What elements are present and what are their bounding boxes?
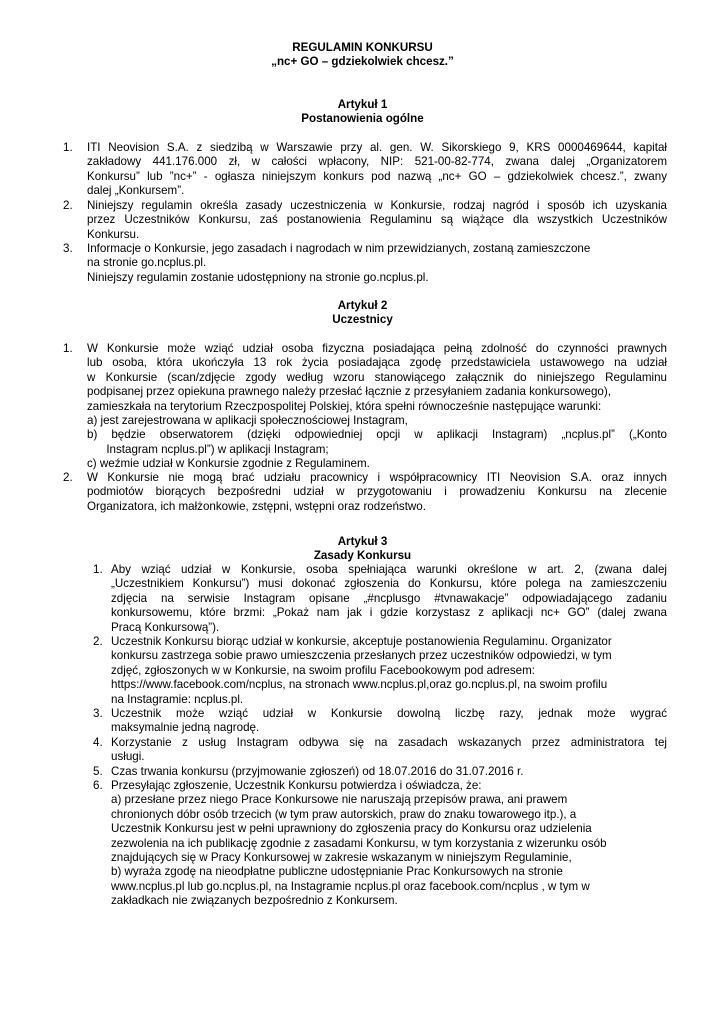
article-1-subheading: Postanowienia ogólne: [301, 112, 424, 125]
document-subtitle: „nc+ GO – gdziekolwiek chcesz.”: [271, 55, 454, 68]
article-3-heading: Artykuł 3: [337, 535, 388, 548]
document-title: REGULAMIN KONKURSU: [292, 41, 433, 54]
list-item: Czas trwania konkursu (przyjmowanie zgłoszeń) od 18.07.2016 do 31.07.2016 r.: [111, 765, 524, 778]
list-item-number: 2.: [63, 199, 73, 212]
list-item-number: 3.: [63, 242, 73, 255]
list-item-number: 1.: [93, 563, 103, 576]
list-item-number: 2.: [93, 635, 103, 648]
list-item: Korzystanie z usług Instagram odbywa się na zasadach wskazanych przez administratora tej usługi.: [111, 736, 667, 764]
list-item: Przesyłając zgłoszenie, Uczestnik Konkursu potwierdza i oświadcza, że: a) przesłane przez niego Prace Konkursowe nie naruszają przepisów prawa, ani prawem chronionych dóbr osób trzecich (w tym praw autorskich, praw do znaku towarowego itp.), a Uczestnik Konkursu jest w pełni uprawniony do zgłoszenia pracy do Konkursu oraz udzielenia zezwolenia na ich publikację zgodnie z zasadami Konkursu, w tym korzystania z wizerunku osób znajdujących się w Pracy Konkursowej w zakresie wskazanym w niniejszym Regulaminie, b) wyraża zgodę na nieodpłatne publiczne udostępnianie Prac Konkursowych na stronie www.ncplus.pl lub go.ncplus.pl, na Instagramie ncplus.pl oraz facebook.com/ncplus , w tym w zakładkach nie związanych bezpośrednio z Konkursem.: [111, 779, 607, 908]
article-3-subheading: Zasady Konkursu: [313, 549, 412, 562]
list-item-number: 1.: [63, 141, 73, 154]
list-item-number: 1.: [63, 342, 73, 355]
list-item-number: 4.: [93, 736, 103, 749]
article-1-heading: Artykuł 1: [337, 98, 388, 111]
list-item-number: 5.: [93, 765, 103, 778]
list-item-number: 3.: [93, 707, 103, 720]
article-2-heading: Artykuł 2: [337, 299, 388, 312]
list-item: Uczestnik może wziąć udział w Konkursie dowolną liczbę razy, jednak może wygrać maksymalnie jedną nagrodę.: [111, 707, 667, 735]
list-item: Niniejszy regulamin określa zasady uczestniczenia w Konkursie, rodzaj nagród i sposób ich uzyskania przez Uczestników Konkursu, zaś postanowienia Regulaminu są wiążące dla wszystkich Uczestników Konkursu.: [87, 199, 667, 241]
list-item: Aby wziąć udział w Konkursie, osoba spełniająca warunki określone w art. 2, (zwana dalej „Uczestnikiem Konkursu”) musi dokonać zgłoszenia do Konkursu, które polega na zamieszczeniu zdjęcia na serwisie Instagram opisane „#ncplusgo #tvnawakacje” odpowiadającego zadaniu konkursowemu, które brzmi: „Pokaż nam jak i gdzie korzystasz z aplikacji nc+ GO” (dalej zwana Pracą Konkursową”).: [111, 563, 667, 634]
list-item: Uczestnik Konkursu biorąc udział w konkursie, akceptuje postanowienia Regulaminu. Organizator konkursu zastrzega sobie prawo umieszczenia przesłanych przez uczestników odpowiedzi, w tym zdjęć, zgłoszonych w w Konkursie, na swoim profilu Facebookowym pod adresem: https://www.facebook.com/ncplus, na stronach www.ncplus.pl,oraz go.ncplus.pl, na swoim profilu na Instagramie: ncplus.pl.: [111, 635, 612, 706]
article-2-subheading: Uczestnicy: [332, 313, 393, 326]
list-item: W Konkursie nie mogą brać udziału pracownicy i współpracownicy ITI Neovision S.A. oraz innych podmiotów biorących bezpośredni udział w przygotowaniu i prowadzeniu Konkursu na zlecenie Organizatora, ich małżonkowie, zstępni, wstępni oraz rodzeństwo.: [87, 471, 667, 513]
list-item: Informacje o Konkursie, jego zasadach i nagrodach w nim przewidzianych, zostaną zamieszczone na stronie go.ncplus.pl. Niniejszy regulamin zostanie udostępniony na stronie go.ncplus.pl.: [87, 242, 591, 284]
list-item: ITI Neovision S.A. z siedzibą w Warszawie przy al. gen. W. Sikorskiego 9, KRS 0000469644, kapitał zakładowy 441.176.000 zł, w całości wpłacony, NIP: 521-00-82-774, zwana dalej „Organizatorem Konkursu” lub ”nc+” - ogłasza niniejszym konkurs pod nazwą „nc+ GO – gdziekolwiek chcesz.”, zwany dalej „Konkursem”.: [87, 141, 667, 198]
list-item: W Konkursie może wziąć udział osoba fizyczna posiadająca pełną zdolność do czynności prawnych lub osoba, która ukończyła 13 rok życia posiadająca zgodę przedstawiciela ustawowego na udział w Konkursie (scan/zdjęcie zgody według wzoru stanowiącego załącznik do niniejszego Regulaminu podpisanej przez opiekuna prawnego należy przesłać łącznie z przesyłaniem zadania konkursowego), zamieszkała na terytorium Rzeczpospolitej Polskiej, która spełni równocześnie następujące warunki: a) jest zarejestrowana w aplikacji społecznościowej Instagram, b) będzie obserwatorem (dzięki odpowiedniej opcji w aplikacji Instagram) „ncplus.pl” („Konto Instagram ncplus.pl”) w aplikacji Instagram; c) weźmie udział w Konkursie zgodnie z Regulaminem.: [87, 342, 667, 471]
list-item-number: 6.: [93, 779, 103, 792]
list-item-number: 2.: [63, 471, 73, 484]
